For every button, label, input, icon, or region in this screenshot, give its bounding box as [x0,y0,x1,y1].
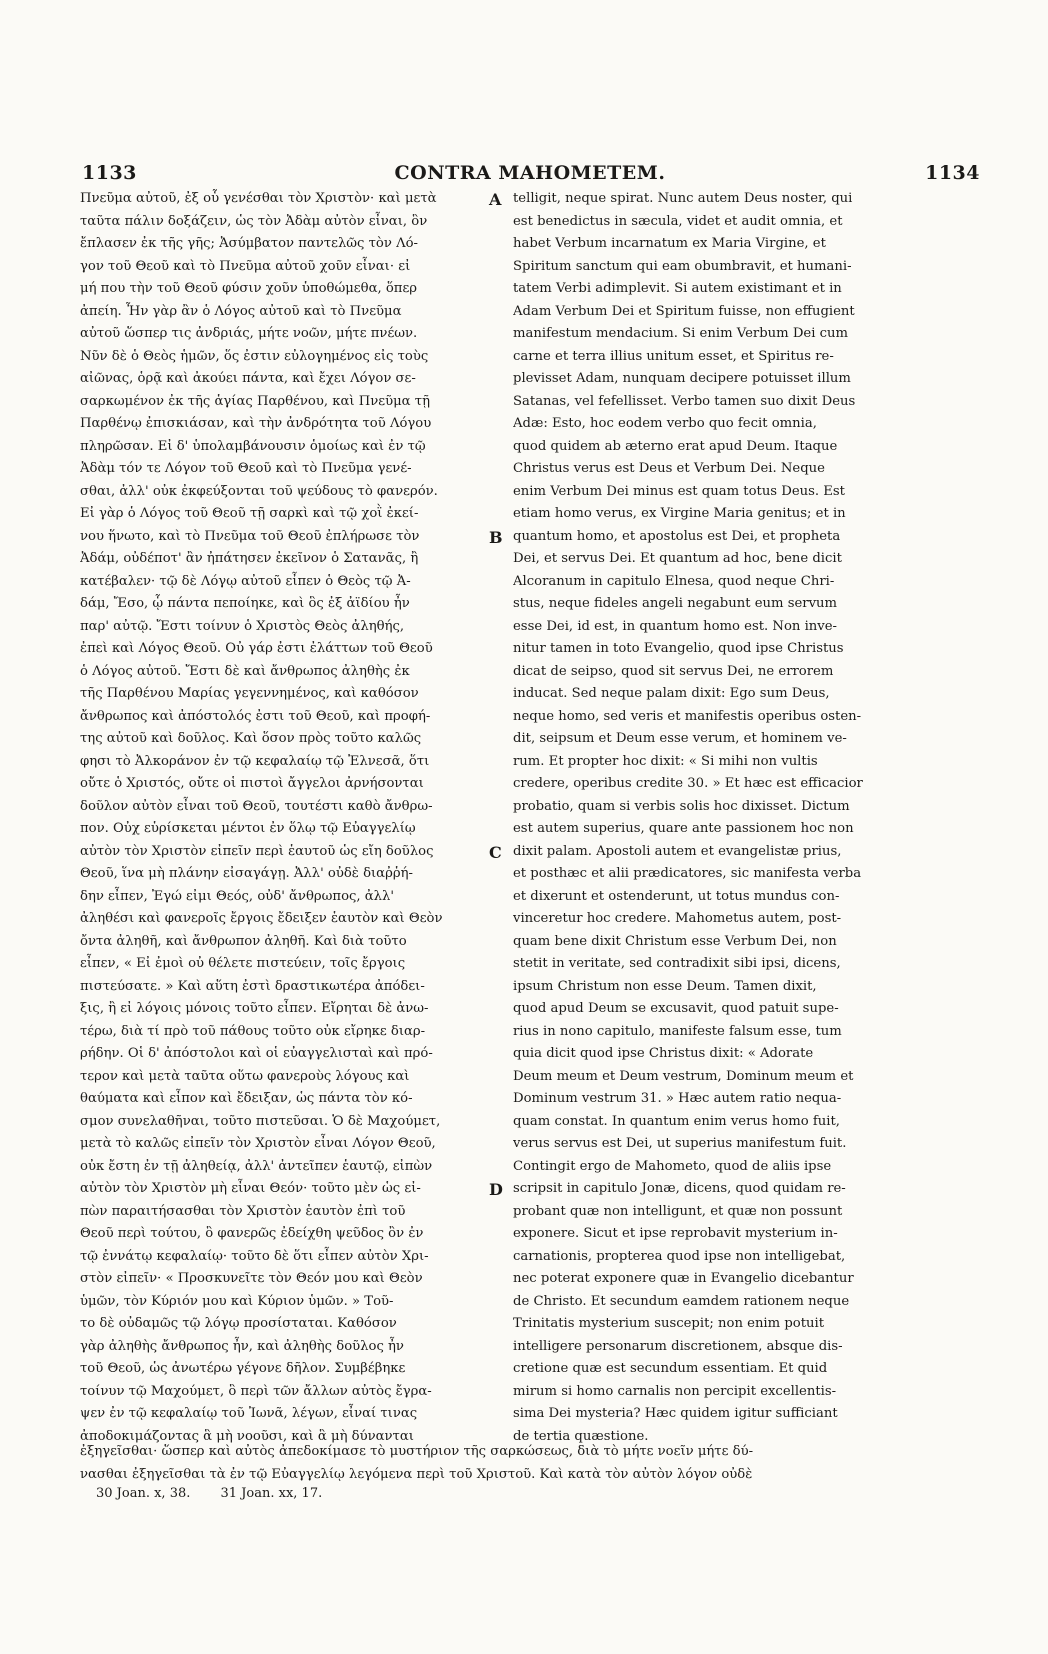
greek-text-line: οὔτε ὁ Χριστός, οὔτε οἱ πιστοὶ ἄγγελοι ἀρνήσονται [80,776,424,791]
latin-text-line: habet Verbum incarnatum ex Maria Virgine, et [513,236,826,251]
greek-text-line: οὐκ ἔστη ἐν τῇ ἀληθείᾳ, ἀλλ' ἀντεῖπεν ἑαυτῷ, εἰπὼν [80,1158,433,1174]
greek-text-line: Πνεῦμα αὐτοῦ, ἐξ οὗ γενέσθαι τὸν Χριστὸν· καὶ μετὰ [80,191,437,206]
latin-text-line: carne et terra illius unitum esset, et Spiritus re- [513,348,834,364]
greek-text-line: ἔπλασεν ἐκ τῆς γῆς; Ἀσύμβατον παντελῶς τὸν Λό- [80,236,418,251]
latin-text-line: tatem Verbi adimplevit. Si autem existimant et in [513,281,842,296]
latin-text-line: quod apud Deum se excusavit, quod patuit supe- [513,1001,839,1016]
latin-text-line: probatio, quam si verbis solis hoc dixisset. Dictum [513,798,850,814]
latin-text-line: quod quidem ab æterno erat apud Deum. Itaque [513,438,838,454]
latin-text-line: esse Dei, id est, in quantum homo est. Non inve- [513,618,838,634]
greek-text-line: σμον συνελαθῆναι, τοῦτο πιστεῦσαι. Ὁ δὲ Μαχούμετ, [80,1113,441,1129]
latin-text-line: dicat de seipso, quod sit servus Dei, ne errorem [513,663,834,679]
latin-text-line: nitur tamen in toto Evangelio, quod ipse Christus [513,641,844,656]
margin-marker-b: B [489,528,503,547]
latin-text-line: plevisset Adam, nunquam decipere potuisset illum [513,371,851,386]
greek-text-line: δάμ, Ἔσο, ᾧ πάντα πεποίηκε, καὶ ὃς ἐξ ἀϊδίου ἦν [80,596,410,611]
greek-text-line: πὼν παραιτήσασθαι τὸν Χριστὸν ἑαυτὸν ἐπὶ τοῦ [80,1203,406,1219]
latin-text-line: dixit palam. Apostoli autem et evangelistæ prius, [513,843,842,859]
greek-text-line: τοίνυν τῷ Μαχούμετ, ὃ περὶ τῶν ἄλλων αὐτὸς ἔγρα- [80,1383,432,1399]
footnote: 31 Joan. xx, 17. [220,1486,323,1501]
greek-text-line: το δὲ οὐδαμῶς τῷ λόγῳ προσίσταται. Καθόσον [80,1316,397,1331]
latin-text-line: Alcoranum in capitulo Elnesa, quod neque Chri- [513,573,835,589]
greek-text-line: νου ἥνωτο, καὶ τὸ Πνεῦμα τοῦ Θεοῦ ἐπλήρωσε τὸν [80,528,420,544]
latin-text-line: dit, seipsum et Deum esse verum, et hominem ve- [513,731,847,746]
latin-text-line: quia dicit quod ipse Christus dixit: « Adorate [513,1046,814,1061]
greek-text-line: αἰῶνας, ὁρᾷ καὶ ἀκούει πάντα, καὶ ἔχει Λόγον σε- [80,371,416,386]
greek-text-line: θαύματα καὶ εἶπον καὶ ἔδειξαν, ὡς πάντα τὸν κό- [80,1091,413,1106]
footnotes [96,1486,348,1501]
latin-text-line: Satanas, vel fefellisset. Verbo tamen suo dixit Deus [513,393,856,409]
latin-text-line: Adæ: Esto, hoc eodem verbo quo fecit omnia, [513,416,817,431]
greek-text-line: Παρθένῳ ἐπισκιάσαν, καὶ τὴν ἀνδρότητα τοῦ Λόγου [80,416,432,431]
latin-text-line: telligit, neque spirat. Nunc autem Deus noster, qui [513,191,853,206]
greek-text-line: ἐπεὶ καὶ Λόγος Θεοῦ. Οὐ γάρ ἐστι ἐλάττων τοῦ Θεοῦ [80,641,433,656]
latin-text-line: carnationis, propterea quod ipse non intelligebat, [513,1248,846,1264]
greek-text-line: ὄντα ἀληθῆ, καὶ ἄνθρωπον ἀληθῆ. Καὶ διὰ τοῦτο [80,933,407,949]
latin-text-line: quam bene dixit Christum esse Verbum Dei, non [513,933,837,949]
latin-text-line: de Christo. Et secundum eamdem rationem neque [513,1293,850,1309]
latin-text-line: quantum homo, et apostolus est Dei, et propheta [513,528,841,544]
greek-text-line: γὰρ ἀληθὴς ἄνθρωπος ἦν, καὶ ἀληθὴς δοῦλος ἦν [80,1338,404,1354]
greek-text-line: Νῦν δὲ ὁ Θεὸς ἡμῶν, ὅς ἐστιν εὐλογημένος εἰς τοὺς [80,348,429,364]
greek-text-line: αὐτὸν τὸν Χριστὸν μὴ εἶναι Θεόν· τοῦτο μὲν ὡς εἰ- [80,1181,421,1196]
greek-text-line: στὸν εἰπεῖν· « Προσκυνεῖτε τὸν Θεόν μου καὶ Θεὸν [80,1271,423,1286]
latin-text-line: scripsit in capitulo Jonæ, dicens, quod quidam re- [513,1181,846,1196]
latin-text-line: exponere. Sicut et ipse reprobavit mysterium in- [513,1226,838,1241]
greek-text-line: δοῦλον αὐτὸν εἶναι τοῦ Θεοῦ, τουτέστι καθὸ ἄνθρω- [80,798,433,814]
greek-text-line: ἀληθέσι καὶ φανεροῖς ἔργοις ἔδειξεν ἑαυτὸν καὶ Θεὸν [80,911,443,926]
latin-text-line: cretione quæ est secundum essentiam. Et quid [513,1361,828,1376]
greek-text-line: δην εἶπεν, Ἐγώ εἰμι Θεός, οὐδ' ἄνθρωπος, ἀλλ' [80,888,395,904]
latin-text-line: est benedictus in sæcula, videt et audit omnia, et [513,213,843,229]
latin-text-line: Christus verus est Deus et Verbum Dei. Neque [513,461,825,476]
greek-text-line: γον τοῦ Θεοῦ καὶ τὸ Πνεῦμα αὐτοῦ χοῦν εἶναι· εἰ [80,258,411,274]
latin-text-line: de tertia quæstione. [513,1428,649,1444]
page-number-left: 1133 [82,162,137,184]
margin-marker-a: A [489,190,502,209]
latin-text-line: intelligere personarum discretionem, absque dis- [513,1338,843,1354]
full-width-line: νασθαι ἐξηγεῖσθαι τὰ ἐν τῷ Εὐαγγελίῳ λεγόμενα περὶ τοῦ Χριστοῦ. Καὶ κατὰ τὸν αὐτὸν λόγον οὐδὲ [80,1466,753,1482]
latin-text-line: sima Dei mysteria? Hæc quidem igitur sufficiant [513,1406,838,1421]
greek-text-line: τῆς Παρθένου Μαρίας γεγεννημένος, καὶ καθόσον [80,686,419,701]
latin-column [513,188,983,1448]
margin-marker-c: C [489,843,502,862]
latin-text-line: rius in nono capitulo, manifeste falsum esse, tum [513,1023,842,1039]
greek-text-line: ψεν ἐν τῷ κεφαλαίῳ τοῦ Ἰωνᾶ, λέγων, εἶναί τινας [80,1406,418,1421]
latin-text-line: Dominum vestrum 31. » Hæc autem ratio nequa- [513,1091,842,1106]
greek-text-line: ὁ Λόγος αὐτοῦ. Ἔστι δὲ καὶ ἄνθρωπος ἀληθὴς ἐκ [80,663,410,679]
greek-text-line: αὐτοῦ ὥσπερ τις ἀνδριάς, μήτε νοῶν, μήτε πνέων. [80,326,418,341]
running-title: CONTRA MAHOMETEM. [394,162,666,184]
greek-text-line: μετὰ τὸ καλῶς εἰπεῖν τὸν Χριστὸν εἶναι Λόγον Θεοῦ, [80,1136,436,1151]
greek-text-line: φησι τὸ Ἀλκοράνον ἐν τῷ κεφαλαίῳ τῷ Ἐλνεσᾶ, ὅτι [80,753,430,769]
greek-text-line: πληρῶσαν. Εἰ δ' ὑπολαμβάνουσιν ὁμοίως καὶ ἐν τῷ [80,438,426,454]
greek-text-line: εἶπεν, « Εἰ ἐμοὶ οὐ θέλετε πιστεύειν, τοῖς ἔργοις [80,956,406,971]
latin-text-line: nec poterat exponere quæ in Evangelio dicebantur [513,1271,854,1286]
greek-text-line: ταῦτα πάλιν δοξάζειν, ὡς τὸν Ἀδὰμ αὐτὸν εἶναι, ὃν [80,213,428,229]
greek-column [80,188,500,1448]
latin-text-line: Dei, et servus Dei. Et quantum ad hoc, bene dicit [513,551,842,566]
greek-text-line: ἄνθρωπος καὶ ἀπόστολός ἐστι τοῦ Θεοῦ, καὶ προφή- [80,708,431,724]
greek-text-line: Εἰ γὰρ ὁ Λόγος τοῦ Θεοῦ τῇ σαρκὶ καὶ τῷ χοῒ ἐκεί- [80,506,419,521]
footnote: 30 Joan. x, 38. [96,1486,191,1501]
latin-text-line: et dixerunt et ostenderunt, ut totus mundus con- [513,888,840,904]
greek-text-line: τέρω, διὰ τί πρὸ τοῦ πάθους τοῦτο οὐκ εἴρηκε διαρ- [80,1023,426,1039]
latin-text-line: stetit in veritate, sed contradixit sibi ipsi, dicens, [513,956,841,971]
latin-text-line: neque homo, sed veris et manifestis operibus osten- [513,708,862,724]
latin-text-line: Deum meum et Deum vestrum, Dominum meum et [513,1068,854,1084]
greek-text-line: ρήδην. Οἱ δ' ἀπόστολοι καὶ οἱ εὐαγγελισταὶ καὶ πρό- [80,1046,433,1061]
greek-text-line: σθαι, ἀλλ' οὐκ ἐκφεύξονται τοῦ ψεύδους τὸ φανερόν. [80,483,438,499]
latin-text-line: probant quæ non intelligunt, et quæ non possunt [513,1203,843,1219]
latin-text-line: et posthæc et alii prædicatores, sic manifesta verba [513,866,862,881]
greek-text-line: κατέβαλεν· τῷ δὲ Λόγῳ αὐτοῦ εἶπεν ὁ Θεὸς τῷ Ἀ- [80,573,411,589]
margin-marker-d: D [489,1180,503,1199]
latin-text-line: stus, neque fideles angeli negabunt eum servum [513,596,838,611]
greek-text-line: ὑμῶν, τὸν Κύριόν μου καὶ Κύριον ὑμῶν. » Τοῦ- [80,1293,394,1309]
greek-text-line: αὐτὸν τὸν Χριστὸν εἰπεῖν περὶ ἑαυτοῦ ὡς εἴη δοῦλος [80,843,434,859]
greek-text-line: ξις, ἢ εἰ λόγοις μόνοις τοῦτο εἶπεν. Εἴρηται δὲ ἀνω- [80,1001,429,1016]
latin-text-line: mirum si homo carnalis non percipit excellentis- [513,1383,837,1399]
greek-text-line: πιστεύσατε. » Καὶ αὕτη ἐστὶ δραστικωτέρα ἀπόδει- [80,978,425,994]
greek-text-line: ἀποδοκιμάζοντας ἃ μὴ νοοῦσι, καὶ ἃ μὴ δύνανται [80,1428,414,1444]
greek-text-line: της αὐτοῦ καὶ δοῦλος. Καὶ ὅσον πρὸς τοῦτο καλῶς [80,731,422,746]
latin-text-line: ipsum Christum non esse Deum. Tamen dixit, [513,978,817,994]
greek-text-line: Θεοῦ, ἵνα μὴ πλάνην εἰσαγάγῃ. Ἀλλ' οὐδὲ διαῤῥή- [80,866,413,881]
greek-text-line: τερον καὶ μετὰ ταῦτα οὕτω φανεροὺς λόγους καὶ [80,1068,410,1084]
latin-text-line: inducat. Sed neque palam dixit: Ego sum Deus, [513,686,830,701]
greek-text-line: τοῦ Θεοῦ, ὡς ἀνωτέρω γέγονε δῆλον. Συμβέβηκε [80,1361,406,1376]
greek-text-line: παρ' αὐτῷ. Ἔστι τοίνυν ὁ Χριστὸς Θεὸς ἀληθής, [80,618,405,634]
full-width-text [80,1441,980,1486]
greek-text-line: ἀπείη. Ἦν γὰρ ἂν ὁ Λόγος αὐτοῦ καὶ τὸ Πνεῦμα [80,303,402,319]
latin-text-line: rum. Et propter hoc dixit: « Si mihi non vultis [513,753,818,769]
latin-text-line: credere, operibus credite 30. » Et hæc est efficacior [513,776,863,791]
greek-text-line: Ἀδάμ, οὐδέποτ' ἂν ἠπάτησεν ἐκεῖνον ὁ Σατανᾶς, ἢ [80,551,419,566]
greek-text-line: Θεοῦ περὶ τούτου, ὃ φανερῶς ἐδείχθη ψεῦδος ὂν ἐν [80,1226,424,1241]
page-number-right: 1134 [925,162,980,184]
latin-text-line: manifestum mendacium. Si enim Verbum Dei cum [513,326,848,341]
greek-text-line: τῷ ἐννάτῳ κεφαλαίῳ· τοῦτο δὲ ὅτι εἶπεν αὐτὸν Χρι- [80,1248,429,1264]
latin-text-line: enim Verbum Dei minus est quam totus Deus. Est [513,483,845,499]
greek-text-line: μή που τὴν τοῦ Θεοῦ φύσιν χοῦν ὑποθώμεθα, ὅπερ [80,281,418,296]
latin-text-line: Trinitatis mysterium suscepit; non enim potuit [513,1316,825,1331]
latin-text-line: Adam Verbum Dei et Spiritum fuisse, non effugient [513,303,855,319]
latin-text-line: etiam homo verus, ex Virgine Maria genitus; et in [513,506,846,521]
latin-text-line: Spiritum sanctum qui eam obumbravit, et humani- [513,258,852,274]
latin-text-line: quam constat. In quantum enim verus homo fuit, [513,1113,840,1129]
full-width-line: ἐξηγεῖσθαι· ὥσπερ καὶ αὐτὸς ἀπεδοκίμασε τὸ μυστήριον τῆς σαρκώσεως, διὰ τὸ μήτε νοεῖν μήτε δύ- [80,1444,754,1459]
greek-text-line: Ἀδὰμ τόν τε Λόγον τοῦ Θεοῦ καὶ τὸ Πνεῦμα γενέ- [80,461,412,476]
greek-text-line: πον. Οὐχ εὑρίσκεται μέντοι ἐν ὅλῳ τῷ Εὐαγγελίῳ [80,821,416,836]
latin-text-line: verus servus est Dei, ut superius manifestum fuit. [513,1136,847,1151]
latin-text-line: est autem superius, quare ante passionem hoc non [513,821,854,836]
latin-text-line: vinceretur hoc credere. Mahometus autem, post- [513,911,842,926]
greek-text-line: σαρκωμένον ἐκ τῆς ἁγίας Παρθένου, καὶ Πνεῦμα τῇ [80,393,430,409]
latin-text-line: Contingit ergo de Mahometo, quod de aliis ipse [513,1158,832,1174]
